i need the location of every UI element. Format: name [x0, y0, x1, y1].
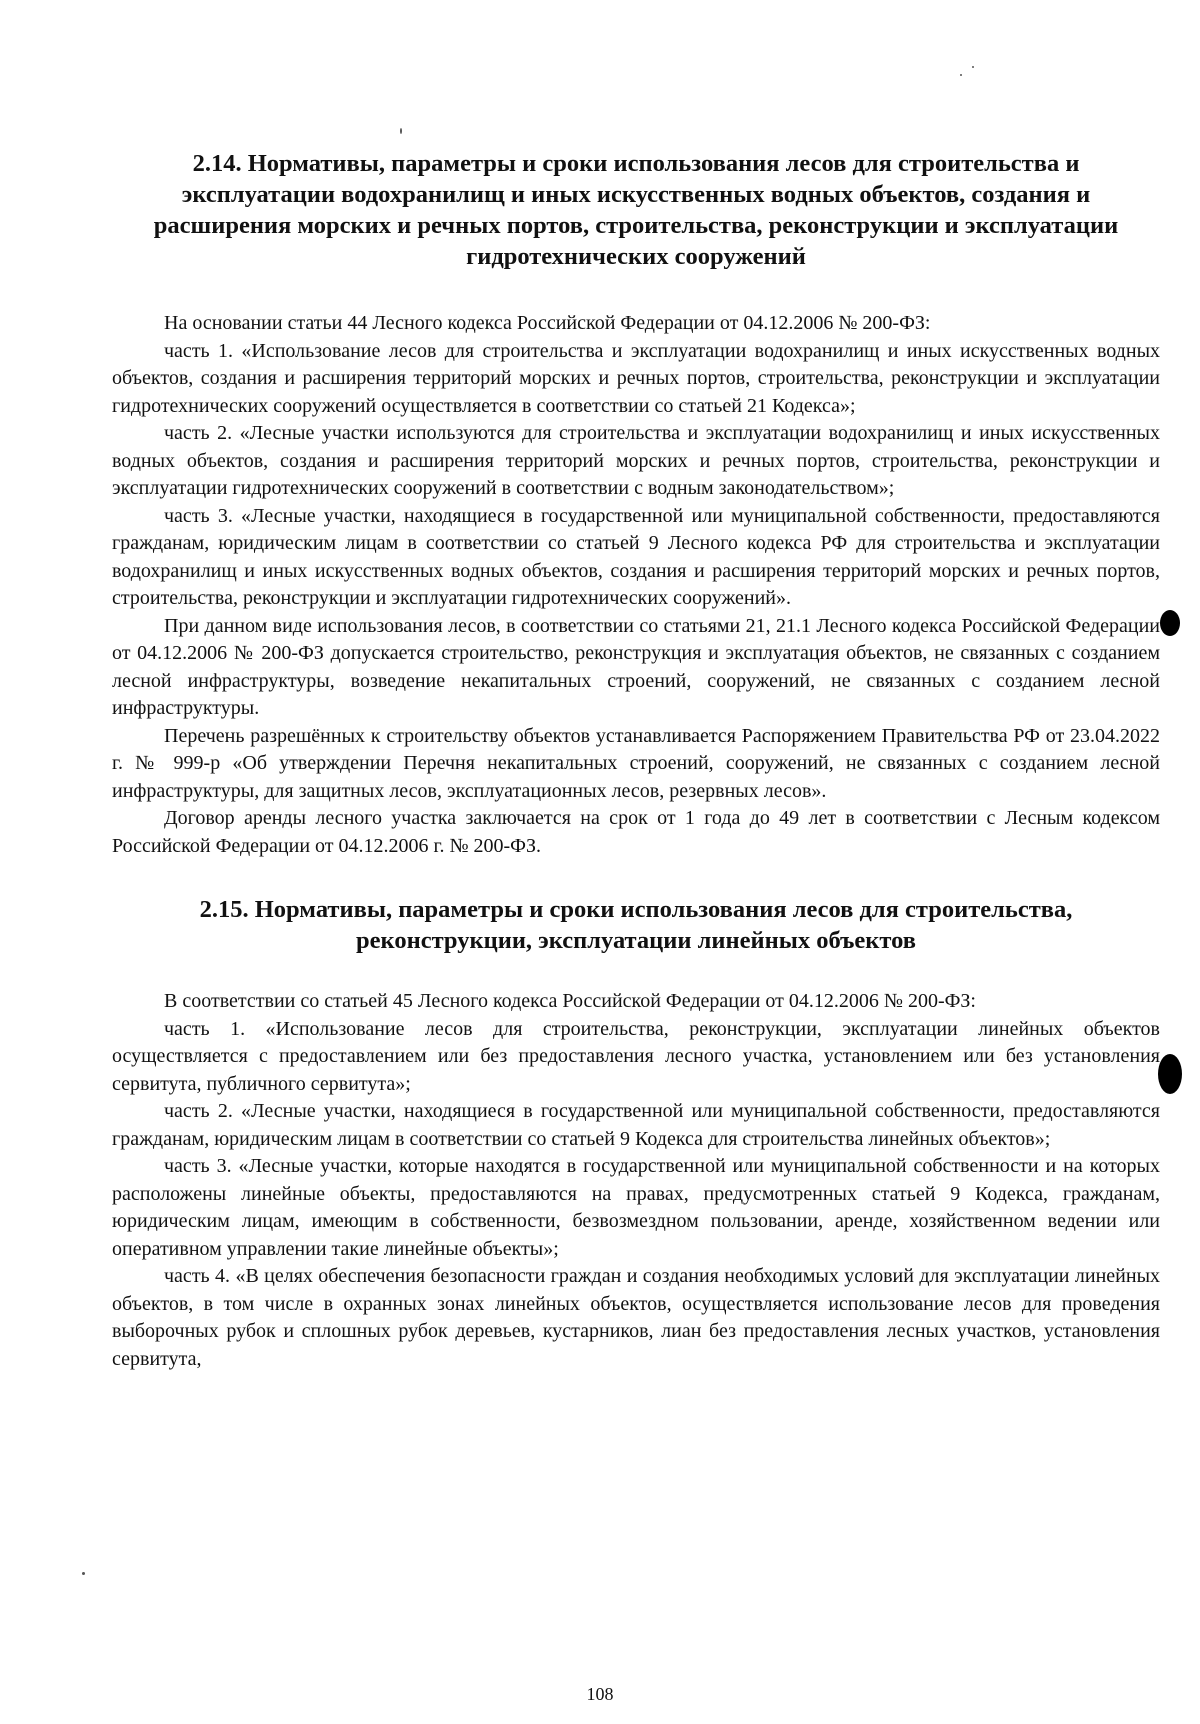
- punch-hole-mark: [1160, 610, 1180, 636]
- section-heading-2-14: 2.14. Нормативы, параметры и сроки использования лесов для строительства и эксплуатации водохранилищ и иных искусственных водных объектов, создания и расширения морских и речных портов, строительства, реконструкции и эксплуатации гидротехнических сооружений: [153, 150, 1119, 270]
- paragraph: часть 2. «Лесные участки используются для строительства и эксплуатации водохранилищ и иных искусственных водных объектов, создания и расширения территорий морских и речных портов, строительства, реконструкции и эксплуатации гидротехнических сооружений в соответствии с водным законодательством»;: [112, 422, 1160, 499]
- paragraph: часть 1. «Использование лесов для строительства и эксплуатации водохранилищ и иных искусственных водных объектов, создания и расширения территорий морских и речных портов, строительства, реконструкции и эксплуатации гидротехнических сооружений осуществляется в соответствии со статьей 21 Кодекса»;: [112, 339, 1160, 417]
- paragraph: часть 3. «Лесные участки, которые находятся в государственной или муниципальной собственности и на которых расположены линейные объекты, предоставляются на правах, предусмотренных статьей 9 Кодекса, гражданам, юридическим лицам, имеющим в собственности, безвозмездном пользовании, аренде, хозяйственном ведении или оперативном управлении такие линейные объекты»;: [112, 1155, 1160, 1260]
- page-number: 108: [586, 1684, 614, 1704]
- section-heading-2-15: 2.15. Нормативы, параметры и сроки использования лесов для строительства, реконструкции, эксплуатации линейных объектов: [199, 896, 1073, 954]
- document-body: [112, 148, 1160, 1373]
- paragraph: На основании статьи 44 Лесного кодекса Российской Федерации от 04.12.2006 № 200-ФЗ:: [164, 312, 931, 334]
- section-2-15-body: [112, 988, 1160, 1373]
- punch-hole-mark: [1158, 1054, 1182, 1094]
- paragraph: часть 1. «Использование лесов для строительства, реконструкции, эксплуатации линейных объектов осуществляется с предоставлением или без предоставления лесного участка, установлением или без установления сервитута, публичного сервитута»;: [112, 1017, 1160, 1095]
- paragraph: Перечень разрешённых к строительству объектов устанавливается Распоряжением Правительства РФ от 23.04.2022 г. № 999-р «Об утверждении Перечня некапитальных строений, сооружений, не связанных с созданием лесной инфраструктуры, для защитных лесов, эксплуатационных лесов, резервных лесов».: [112, 724, 1160, 802]
- scan-speck: [400, 128, 402, 134]
- paragraph: часть 4. «В целях обеспечения безопасности граждан и создания необходимых условий для эксплуатации линейных объектов, в том числе в охранных зонах линейных объектов, осуществляется использование лесов для проведения выборочных рубок и сплошных рубок деревьев, кустарников, лиан без предоставления лесных участков, установления сервитута,: [112, 1265, 1160, 1370]
- paragraph: Договор аренды лесного участка заключается на срок от 1 года до 49 лет в соответствии с Лесным кодексом Российской Федерации от 04.12.2006 г. № 200-ФЗ.: [112, 807, 1160, 857]
- scan-speck: [82, 1572, 85, 1575]
- scan-speck: [972, 66, 974, 68]
- paragraph: часть 2. «Лесные участки, находящиеся в государственной или муниципальной собственности, предоставляются гражданам, юридическим лицам в соответствии со статьей 9 Кодекса для строительства линейных объектов»;: [112, 1100, 1160, 1150]
- scan-speck: [960, 74, 962, 76]
- section-2-14-body: [112, 310, 1160, 860]
- paragraph: часть 3. «Лесные участки, находящиеся в государственной или муниципальной собственности, предоставляются гражданам, юридическим лицам в соответствии со статьей 9 Лесного кодекса РФ для строительства и эксплуатации водохранилищ и иных искусственных водных объектов, создания и расширения территорий морских и речных портов, строительства, реконструкции и эксплуатации гидротехнических сооружений».: [112, 504, 1160, 609]
- paragraph: В соответствии со статьей 45 Лесного кодекса Российской Федерации от 04.12.2006 № 200-ФЗ:: [164, 990, 976, 1012]
- paragraph: При данном виде использования лесов, в соответствии со статьями 21, 21.1 Лесного кодекса Российской Федерации от 04.12.2006 № 200-ФЗ допускается строительство, реконструкция и эксплуатация объектов, не связанных с созданием лесной инфраструктуры, возведение некапитальных строений, сооружений, не связанных с созданием лесной инфраструктуры.: [112, 614, 1160, 719]
